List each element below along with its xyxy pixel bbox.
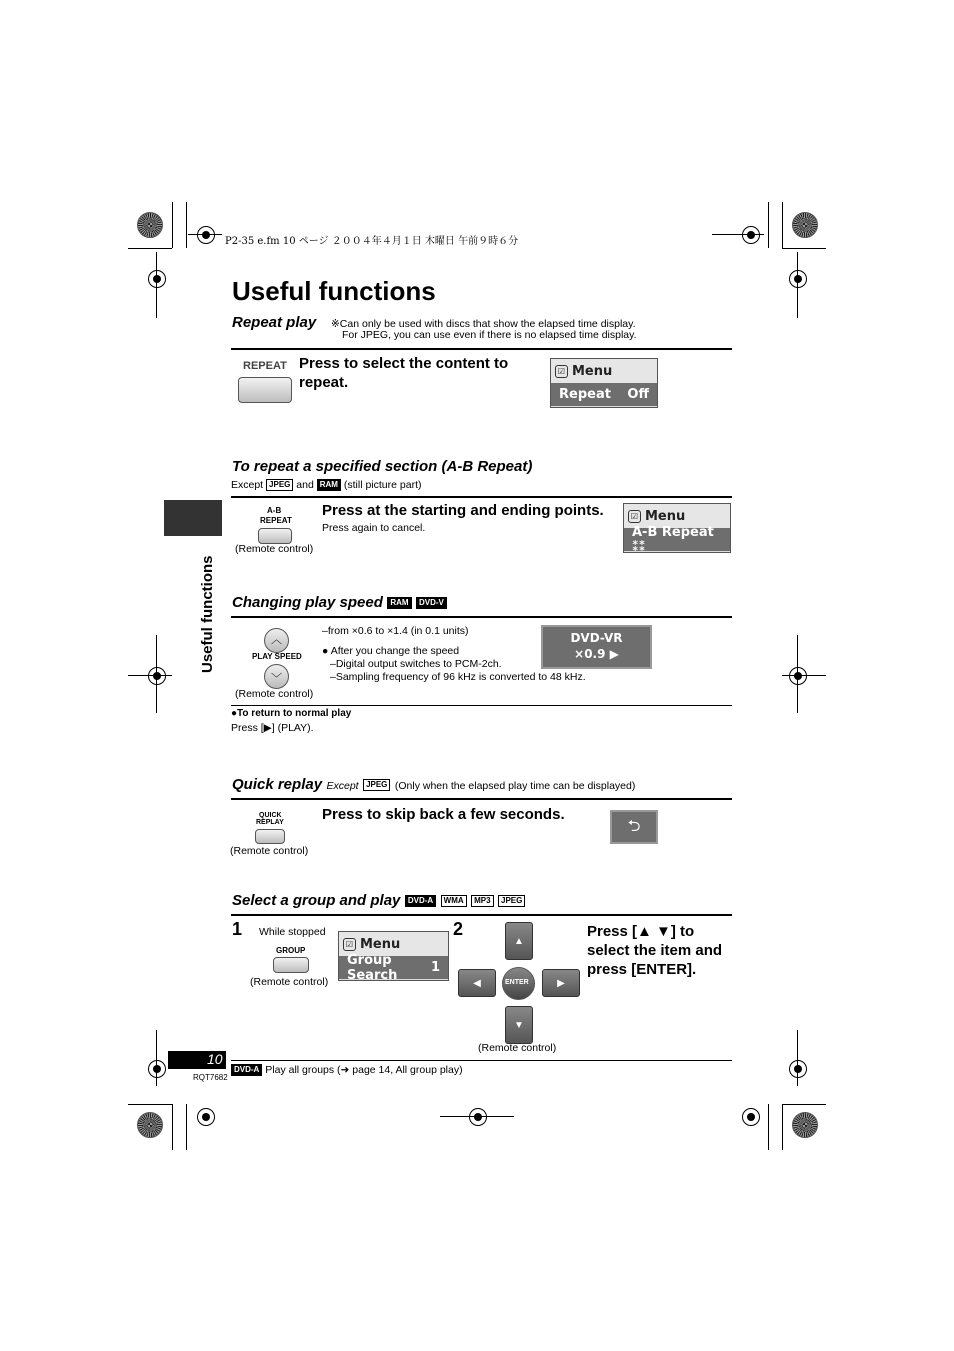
ab-osd — [623, 503, 731, 553]
speed-line-1: –from ×0.6 to ×1.4 (in 0.1 units) — [322, 625, 469, 637]
repeat-osd — [550, 358, 658, 408]
while-stopped: While stopped — [259, 926, 326, 938]
crop-mark — [797, 635, 798, 713]
crop-mark — [782, 248, 826, 249]
group-heading-row — [232, 892, 525, 910]
footer-code: RQT7682 — [193, 1073, 228, 1082]
registration-target — [148, 1060, 166, 1078]
quick-replay-osd — [610, 810, 658, 844]
down-arrow-button[interactable] — [505, 1006, 533, 1044]
osd-item: Group Search — [347, 952, 398, 983]
group-instruction: Press [▲ ▼] to select the item and press [ENTER]. — [587, 923, 723, 978]
speed-line-3: –Digital output switches to PCM-2ch. — [330, 658, 502, 670]
ram-tag: RAM — [387, 597, 411, 609]
ab-button-label-2: REPEAT — [260, 516, 292, 525]
registration-target — [789, 1060, 807, 1078]
still-picture-text: (still picture part) — [343, 479, 422, 491]
ab-repeat-button[interactable] — [258, 528, 292, 544]
right-arrow-button[interactable] — [542, 969, 580, 997]
registration-disc-tl — [137, 212, 163, 238]
remote-control-label: (Remote control) — [478, 1042, 557, 1054]
repeat-instruction: Press to select the content to repeat. — [299, 355, 509, 391]
menu-icon: ☑ — [343, 938, 356, 951]
crop-mark — [440, 1116, 514, 1117]
side-tab — [164, 500, 222, 536]
registration-target — [789, 667, 807, 685]
file-header: P2-35 e.fm 10 ページ ２００４年４月１日 木曜日 午前９時６分 — [225, 236, 519, 247]
except-text: Except — [231, 479, 264, 491]
registration-target — [197, 226, 215, 244]
return-text: Press [▶] (PLAY). — [231, 722, 314, 734]
ab-heading: To repeat a specified section (A-B Repeat) — [232, 458, 533, 475]
crop-mark — [782, 1104, 783, 1150]
crop-mark — [188, 234, 222, 235]
registration-target — [469, 1108, 487, 1126]
registration-target — [197, 1108, 215, 1126]
crop-mark — [782, 675, 826, 676]
enter-button[interactable] — [502, 967, 535, 1000]
osd-line-2: ×0.9 ▶ — [574, 647, 619, 661]
ab-instruction: Press at the starting and ending points. — [322, 502, 604, 519]
wma-tag: WMA — [441, 895, 467, 907]
quick-replay-button[interactable] — [255, 829, 285, 844]
step-1: 1 — [232, 919, 243, 939]
repeat-note-1: ※Can only be used with discs that show the elapsed time display. — [331, 318, 636, 330]
registration-target — [742, 226, 760, 244]
osd-value: 1 — [430, 960, 440, 975]
jpeg-tag: JPEG — [266, 479, 293, 491]
crop-mark — [797, 252, 798, 318]
registration-target — [742, 1108, 760, 1126]
speed-osd — [541, 625, 652, 669]
crop-mark — [768, 1104, 769, 1150]
speed-line-2-text: After you change the speed — [330, 645, 460, 657]
osd-line-1: DVD-VR — [570, 631, 623, 645]
group-button-label: GROUP — [276, 946, 306, 955]
divider — [231, 348, 732, 350]
speed-button-label: PLAY SPEED — [252, 652, 302, 661]
speed-line-2: ● After you change the speed — [322, 645, 460, 657]
crop-mark — [156, 252, 157, 318]
side-label: Useful functions — [199, 555, 216, 673]
speed-heading-row — [232, 594, 447, 612]
osd-value: Off — [627, 387, 649, 402]
remote-control-label: (Remote control) — [235, 543, 314, 555]
osd-item: A-B Repeat ⁑⁑ — [632, 524, 714, 555]
dvda-tag: DVD-A — [231, 1064, 262, 1076]
divider — [231, 616, 732, 618]
chevron-up-icon: ︿ — [271, 634, 282, 646]
repeat-note-2: For JPEG, you can use even if there is no elapsed time display. — [342, 329, 637, 341]
divider — [231, 1060, 732, 1061]
crop-mark — [156, 1030, 157, 1086]
repeat-button[interactable] — [238, 377, 292, 403]
menu-icon: ☑ — [555, 365, 568, 378]
remote-control-label: (Remote control) — [230, 845, 309, 857]
group-button[interactable] — [273, 957, 309, 973]
crop-mark — [128, 675, 172, 676]
divider — [231, 705, 732, 706]
left-arrow-button[interactable] — [458, 969, 496, 997]
group-heading: Select a group and play — [232, 892, 401, 909]
osd-item: Repeat — [559, 387, 611, 402]
speed-heading: Changing play speed — [232, 594, 383, 611]
footer-note — [231, 1064, 463, 1076]
return-heading: ●To return to normal play — [231, 708, 352, 719]
quick-note: (Only when the elapsed play time can be displayed) — [394, 780, 636, 792]
crop-mark — [186, 1104, 187, 1150]
speed-up-button[interactable] — [264, 628, 289, 653]
enter-label: ENTER — [505, 979, 529, 986]
osd-menu: Menu — [360, 936, 401, 952]
ab-button-label-1: A-B — [267, 506, 282, 515]
left-arrow-icon: ◀ — [473, 977, 481, 989]
ab-sub: Press again to cancel. — [322, 522, 426, 534]
remote-control-label: (Remote control) — [235, 688, 314, 700]
jpeg-tag: JPEG — [363, 779, 390, 791]
menu-icon: ☑ — [628, 510, 641, 523]
speed-line-4: –Sampling frequency of 96 kHz is converted to 48 kHz. — [330, 671, 586, 683]
osd-menu: Menu — [572, 363, 613, 379]
group-osd — [338, 931, 449, 981]
ram-tag: RAM — [317, 479, 341, 491]
repeat-heading: Repeat play — [232, 314, 317, 331]
registration-target — [789, 270, 807, 288]
registration-target — [148, 270, 166, 288]
crop-mark — [797, 1030, 798, 1086]
repeat-button-label: REPEAT — [243, 360, 287, 372]
return-heading-text: To return to normal play — [237, 708, 352, 719]
registration-disc-tr — [792, 212, 818, 238]
mp3-tag: MP3 — [471, 895, 493, 907]
crop-mark — [172, 202, 173, 248]
quick-except: Except — [326, 780, 359, 792]
jpeg-tag: JPEG — [498, 895, 525, 907]
up-arrow-button[interactable] — [505, 922, 533, 960]
crop-mark — [782, 202, 783, 248]
ab-except — [231, 479, 422, 491]
dvdv-tag: DVD-V — [416, 597, 447, 609]
crop-mark — [128, 1104, 172, 1105]
divider — [231, 496, 732, 498]
page-title: Useful functions — [232, 276, 436, 306]
crop-mark — [128, 248, 172, 249]
quick-button-label-1: QUICK — [259, 812, 282, 819]
crop-mark — [172, 1104, 173, 1150]
crop-mark — [156, 635, 157, 713]
quick-heading: Quick replay — [232, 776, 323, 793]
registration-disc-bl — [137, 1112, 163, 1138]
replay-arrow-icon: ⮌ — [627, 818, 641, 835]
step-2: 2 — [453, 919, 464, 939]
page-number: 10 — [207, 1051, 223, 1067]
chevron-down-icon: ﹀ — [271, 673, 282, 685]
quick-button-label-2: REPLAY — [256, 819, 284, 826]
crop-mark — [712, 234, 764, 235]
divider — [231, 798, 732, 800]
down-arrow-icon: ▼ — [514, 1019, 524, 1031]
footer-text: Play all groups (➜ page 14, All group play) — [265, 1064, 463, 1076]
quick-instruction: Press to skip back a few seconds. — [322, 806, 565, 823]
crop-mark — [186, 202, 187, 248]
right-arrow-icon: ▶ — [557, 977, 565, 989]
osd-menu: Menu — [645, 508, 686, 524]
and-text: and — [296, 479, 314, 491]
registration-disc-br — [792, 1112, 818, 1138]
dvda-tag: DVD-A — [405, 895, 436, 907]
up-arrow-icon: ▲ — [514, 935, 524, 947]
crop-mark — [782, 1104, 826, 1105]
crop-mark — [768, 202, 769, 248]
remote-control-label: (Remote control) — [250, 976, 329, 988]
divider — [231, 914, 732, 916]
quick-heading-row — [232, 776, 635, 794]
registration-target — [148, 667, 166, 685]
speed-down-button[interactable] — [264, 664, 289, 689]
